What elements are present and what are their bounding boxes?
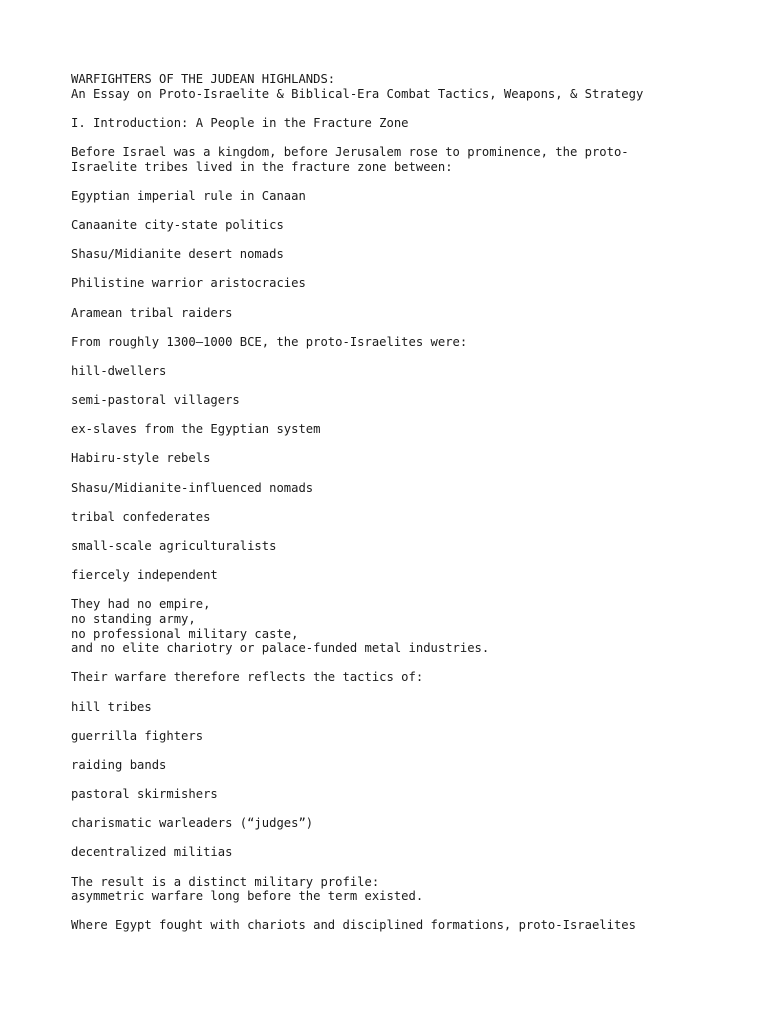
paragraph xyxy=(71,306,751,321)
text-line: Canaanite city-state politics xyxy=(71,217,284,232)
text-line: no standing army, xyxy=(71,611,196,626)
text-line: small-scale agriculturalists xyxy=(71,539,277,553)
text-line: guerrilla fighters xyxy=(71,728,204,743)
paragraph xyxy=(71,758,751,773)
paragraph xyxy=(71,72,751,101)
text-line: and no elite chariotry or palace-funded metal industries. xyxy=(71,641,490,656)
text-line: Where Egypt fought with chariots and disciplined formations, proto-Israelites xyxy=(71,918,636,933)
paragraph xyxy=(71,597,751,655)
paragraph xyxy=(71,845,751,860)
paragraph xyxy=(71,145,751,174)
text-line: They had no empire, xyxy=(71,597,211,612)
text-line: Shasu/Midianite desert nomads xyxy=(71,247,284,262)
text-line: charismatic warleaders (“judges”) xyxy=(71,816,314,831)
text-line: hill-dwellers xyxy=(71,363,167,378)
text-line: tribal confederates xyxy=(71,509,211,524)
text-line: Egyptian imperial rule in Canaan xyxy=(71,188,306,203)
text-line: asymmetric warfare long before the term existed. xyxy=(71,889,424,904)
text-line: no professional military caste, xyxy=(71,626,299,641)
paragraph xyxy=(71,276,751,291)
text-line: pastoral skirmishers xyxy=(71,787,218,802)
paragraph xyxy=(71,875,751,904)
paragraph xyxy=(71,393,751,408)
text-line: WARFIGHTERS OF THE JUDEAN HIGHLANDS: xyxy=(71,72,336,86)
text-line: decentralized militias xyxy=(71,845,233,860)
paragraph xyxy=(71,787,751,802)
paragraph xyxy=(71,729,751,744)
paragraph xyxy=(71,539,751,554)
text-line: I. Introduction: A People in the Fracture Zone xyxy=(71,115,409,130)
text-line: An Essay on Proto-Israelite & Biblical-Era Combat Tactics, Weapons, & Strategy xyxy=(71,86,644,101)
text-line: The result is a distinct military profile: xyxy=(71,874,380,889)
paragraph xyxy=(71,481,751,496)
paragraph xyxy=(71,451,751,466)
text-line: Shasu/Midianite-influenced nomads xyxy=(71,480,314,495)
text-line: raiding bands xyxy=(71,757,167,772)
text-line: Their warfare therefore reflects the tactics of: xyxy=(71,670,424,685)
paragraph xyxy=(71,670,751,685)
text-line: hill tribes xyxy=(71,699,152,714)
text-line: Aramean tribal raiders xyxy=(71,305,233,320)
paragraph xyxy=(71,247,751,262)
paragraph xyxy=(71,335,751,350)
paragraph xyxy=(71,568,751,583)
paragraph xyxy=(71,364,751,379)
paragraph xyxy=(71,116,751,131)
text-line: Israelite tribes lived in the fracture zone between: xyxy=(71,159,453,174)
text-line: ex-slaves from the Egyptian system xyxy=(71,422,321,437)
text-line: semi-pastoral villagers xyxy=(71,393,240,408)
paragraph xyxy=(71,918,751,933)
paragraph xyxy=(71,816,751,831)
text-line: fiercely independent xyxy=(71,568,218,583)
text-line: From roughly 1300–1000 BCE, the proto-Israelites were: xyxy=(71,334,468,349)
text-line: Philistine warrior aristocracies xyxy=(71,276,306,291)
document-body xyxy=(71,72,751,948)
paragraph xyxy=(71,510,751,525)
text-line: Habiru-style rebels xyxy=(71,451,211,466)
paragraph xyxy=(71,700,751,715)
paragraph xyxy=(71,218,751,233)
paragraph xyxy=(71,422,751,437)
paragraph xyxy=(71,189,751,204)
text-line: Before Israel was a kingdom, before Jerusalem rose to prominence, the proto- xyxy=(71,144,629,159)
